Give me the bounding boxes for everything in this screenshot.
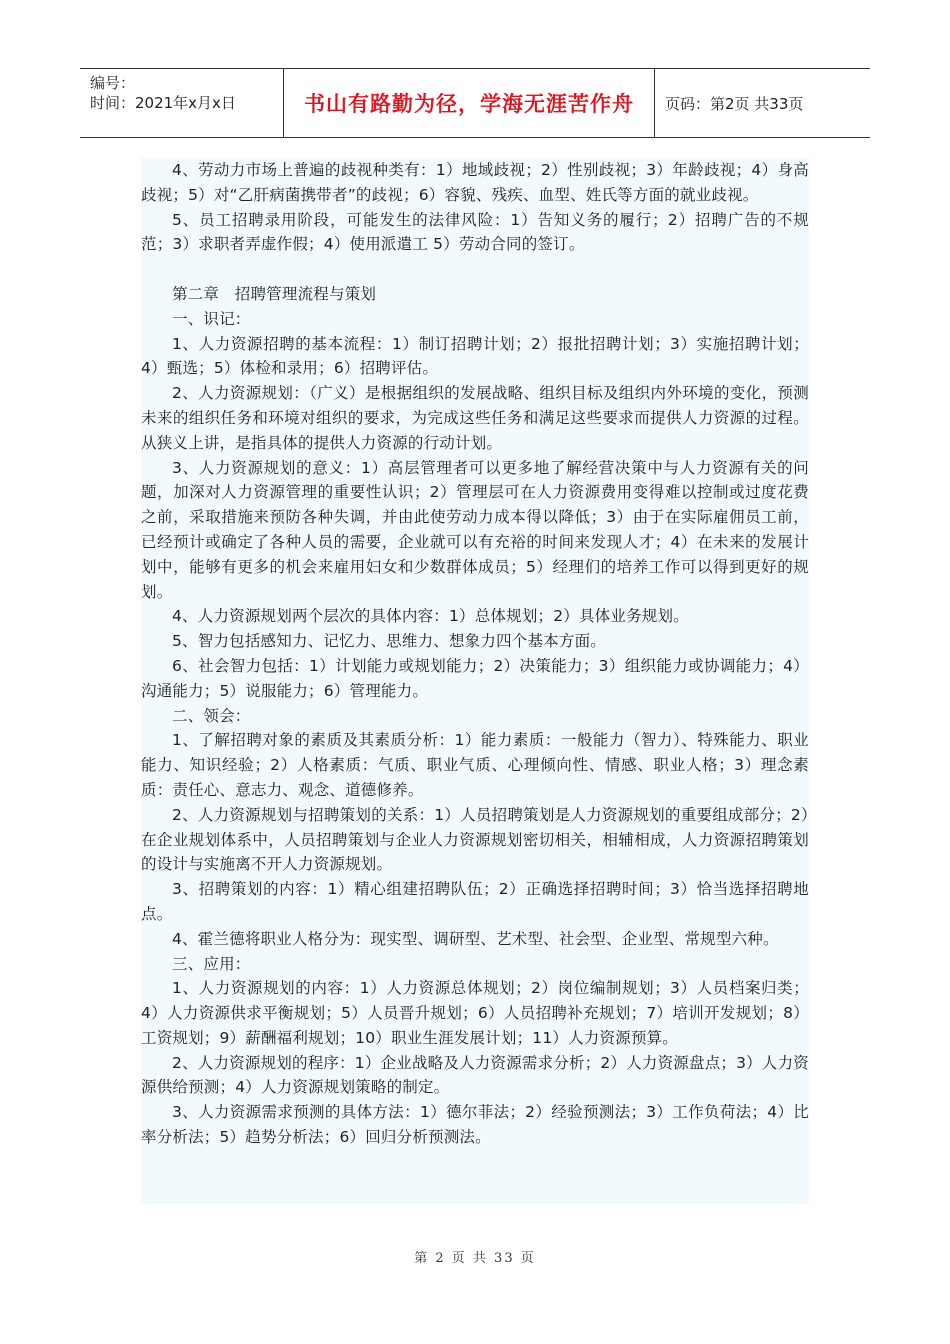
page-header [80, 68, 870, 138]
paragraph: 4、劳动力市场上普遍的歧视种类有：1）地域歧视；2）性别歧视；3）年龄歧视；4）身高歧视；5）对“乙肝病菌携带者”的歧视；6）容貌、残疾、血型、姓氏等方面的就业歧视。 [141, 161, 809, 204]
paragraph: 3、人力资源规划的意义：1）高层管理者可以更多地了解经营决策中与人力资源有关的问题，加深对人力资源管理的重要性认识；2）管理层可在人力资源费用变得难以控制或过度花费之前，采取措施来预防各种失调，并由此使劳动力成本得以降低；3）由于在实际雇佣员工前，已经预计或确定了各种人员的需要，企业就可以有充裕的时间来发现人才；4）在未来的发展计划中，能够有更多的机会来雇用妇女和少数群体成员；5）经理们的培养工作可以得到更好的规划。 [141, 458, 809, 601]
paragraph: 二、领会： [172, 706, 251, 725]
paragraph: 3、人力资源需求预测的具体方法：1）德尔菲法；2）经验预测法；3）工作负荷法；4）比率分析法；5）趋势分析法；6）回归分析预测法。 [141, 1103, 809, 1147]
paragraph: 一、识记： [172, 309, 251, 328]
paragraph: 1、人力资源招聘的基本流程：1）制订招聘计划；2）报批招聘计划；3）实施招聘计划；4）甄选；5）体检和录用；6）招聘评估。 [141, 334, 809, 378]
paragraph-group-chapter-one-end [141, 158, 809, 257]
header-motto: 书山有路勤为径，学海无涯苦作舟 [283, 69, 655, 137]
paragraph: 1、了解招聘对象的素质及其素质分析：1）能力素质：一般能力（智力）、特殊能力、职业能力、知识经验；2）人格素质：气质、职业气质、心理倾向性、情感、职业人格；3）理念素质：责任心、意志力、观念、道德修养。 [141, 731, 809, 799]
paragraph: 1、人力资源规划的内容：1）人力资源总体规划；2）岗位编制规划；3）人员档案归类；4）人力资源供求平衡规划；5）人员晋升规划；6）人员招聘补充规划；7）培训开发规划；8）工资规划；9）薪酬福利规划；10）职业生涯发展计划；11）人力资源预算。 [141, 979, 809, 1047]
paragraph: 2、人力资源规划与招聘策划的关系：1）人员招聘策划是人力资源规划的重要组成部分；2）在企业规划体系中，人员招聘策划与企业人力资源规划密切相关，相辅相成，人力资源招聘策划的设计与实施离不开人力资源规划。 [141, 805, 809, 874]
document-number-label: 编号： [90, 74, 136, 92]
paragraph: 3、招聘策划的内容：1）精心组建招聘队伍；2）正确选择招聘时间；3）恰当选择招聘地点。 [141, 880, 809, 923]
header-page-info: 页码：第2页 共33页 [665, 94, 804, 113]
paragraph: 2、人力资源规划的程序：1）企业战略及人力资源需求分析；2）人力资源盘点；3）人力资源供给预测；4）人力资源规划策略的制定。 [141, 1053, 809, 1097]
paragraph-group-chapter-two [141, 282, 809, 1150]
paragraph: 4、人力资源规划两个层次的具体内容：1）总体规划；2）具体业务规划。 [172, 607, 689, 626]
page-footer: 第 2 页 共 33 页 [414, 1251, 536, 1266]
document-body [141, 158, 809, 1204]
header-meta [80, 69, 283, 137]
paragraph: 三、应用： [172, 954, 251, 973]
paragraph: 2、人力资源规划：（广义）是根据组织的发展战略、组织目标及组织内外环境的变化，预测未来的组织任务和环境对组织的要求，为完成这些任务和满足这些要求而提供人力资源的过程。从狭义上讲，是指具体的提供人力资源的行动计划。 [141, 384, 809, 452]
section-spacer [141, 257, 809, 282]
paragraph: 4、霍兰德将职业人格分为：现实型、调研型、艺术型、社会型、企业型、常规型六种。 [172, 929, 779, 948]
document-date: 时间：2021年x月x日 [90, 94, 236, 112]
paragraph: 5、员工招聘录用阶段，可能发生的法律风险：1）告知义务的履行；2）招聘广告的不规范；3）求职者弄虚作假；4）使用派遣工 5）劳动合同的签订。 [141, 210, 809, 254]
paragraph: 5、智力包括感知力、记忆力、思维力、想象力四个基本方面。 [172, 632, 606, 651]
paragraph: 6、社会智力包括：1）计划能力或规划能力；2）决策能力；3）组织能力或协调能力；4）沟通能力；5）说服能力；6）管理能力。 [141, 656, 809, 700]
paragraph: 第二章 招聘管理流程与策划 [172, 284, 377, 303]
